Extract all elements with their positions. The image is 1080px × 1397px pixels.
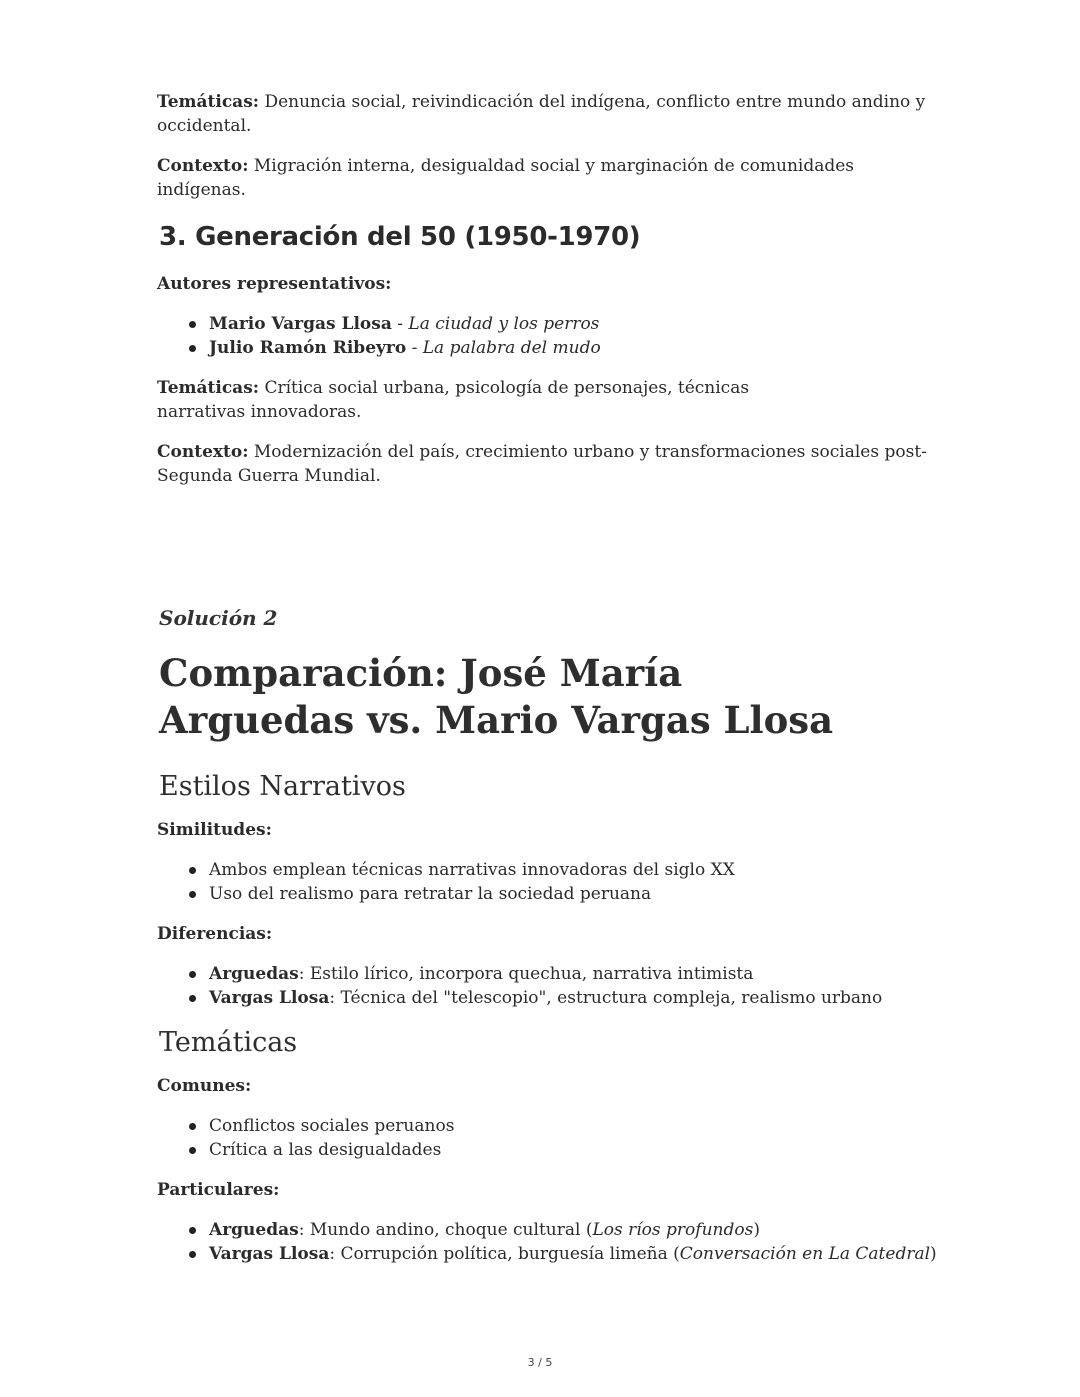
tematicas-text: Crítica social urbana, psicología de personajes, técnicas narrativas innovadoras. xyxy=(157,378,750,422)
diferencias-label: Diferencias: xyxy=(157,924,273,944)
page-title: Comparación: José María Arguedas vs. Mario Vargas Llosa xyxy=(159,651,834,742)
section-heading-generacion-50: 3. Generación del 50 (1950-1970) xyxy=(159,222,641,252)
diferencias-list xyxy=(157,962,937,1010)
difference-text: : Estilo lírico, incorpora quechua, narrativa intimista xyxy=(298,964,754,984)
comunes-label: Comunes: xyxy=(157,1076,252,1096)
author-name: Julio Ramón Ribeyro xyxy=(209,338,407,358)
work-title: Los ríos profundos xyxy=(592,1220,754,1240)
list-item xyxy=(209,962,937,986)
autores-list xyxy=(157,312,937,360)
contexto-label: Contexto: xyxy=(157,156,249,176)
page-spacer xyxy=(157,504,937,604)
author-name: Arguedas xyxy=(209,964,299,984)
comunes-list xyxy=(157,1114,937,1162)
list-item: Uso del realismo para retratar la sociedad peruana xyxy=(209,882,937,906)
subheading-tematicas: Temáticas xyxy=(159,1027,298,1058)
contexto-label: Contexto: xyxy=(157,442,249,462)
similitudes-list xyxy=(157,858,937,906)
tematicas-paragraph xyxy=(157,90,937,138)
list-item: Ambos emplean técnicas narrativas innovadoras del siglo XX xyxy=(209,858,937,882)
tematicas-text: Denuncia social, reivindicación del indígena, conflicto entre mundo andino y occidental. xyxy=(157,92,926,136)
particular-text: : Mundo andino, choque cultural ( xyxy=(298,1220,593,1240)
difference-text: : Técnica del "telescopio", estructura compleja, realismo urbano xyxy=(329,988,883,1008)
list-item: Crítica a las desigualdades xyxy=(209,1138,937,1162)
work-title: Conversación en La Catedral xyxy=(679,1244,931,1264)
subheading-estilos: Estilos Narrativos xyxy=(159,771,406,802)
contexto-paragraph xyxy=(157,154,937,202)
tematicas-label: Temáticas: xyxy=(157,378,260,398)
list-item: Conflictos sociales peruanos xyxy=(209,1114,937,1138)
author-name: Vargas Llosa xyxy=(209,988,330,1008)
contexto-paragraph xyxy=(157,440,927,488)
separator: - xyxy=(406,338,423,358)
solution-label: Solución 2 xyxy=(159,606,278,630)
tematicas-label: Temáticas: xyxy=(157,92,260,112)
particulares-list xyxy=(157,1218,937,1266)
tematicas-paragraph xyxy=(157,376,837,424)
contexto-text: Migración interna, desigualdad social y marginación de comunidades indígenas. xyxy=(157,156,855,200)
list-item xyxy=(209,336,937,360)
list-item xyxy=(209,1218,937,1242)
work-title: La palabra del mudo xyxy=(422,338,601,358)
separator: - xyxy=(391,314,409,334)
page-number: 3 / 5 xyxy=(527,1356,553,1369)
close-paren: ) xyxy=(753,1220,760,1240)
work-title: La ciudad y los perros xyxy=(408,314,600,334)
autores-label: Autores representativos: xyxy=(157,274,392,294)
document-page xyxy=(157,90,937,1282)
particular-text: : Corrupción política, burguesía limeña ( xyxy=(329,1244,680,1264)
close-paren: ) xyxy=(930,1244,937,1264)
particulares-label: Particulares: xyxy=(157,1180,280,1200)
list-item xyxy=(209,986,937,1010)
contexto-text: Modernización del país, crecimiento urbano y transformaciones sociales post-Segunda Guerra Mundial. xyxy=(157,442,927,486)
author-name: Mario Vargas Llosa xyxy=(209,314,392,334)
list-item xyxy=(209,312,937,336)
similitudes-label: Similitudes: xyxy=(157,820,272,840)
author-name: Vargas Llosa xyxy=(209,1244,330,1264)
author-name: Arguedas xyxy=(209,1220,299,1240)
list-item xyxy=(209,1242,937,1266)
